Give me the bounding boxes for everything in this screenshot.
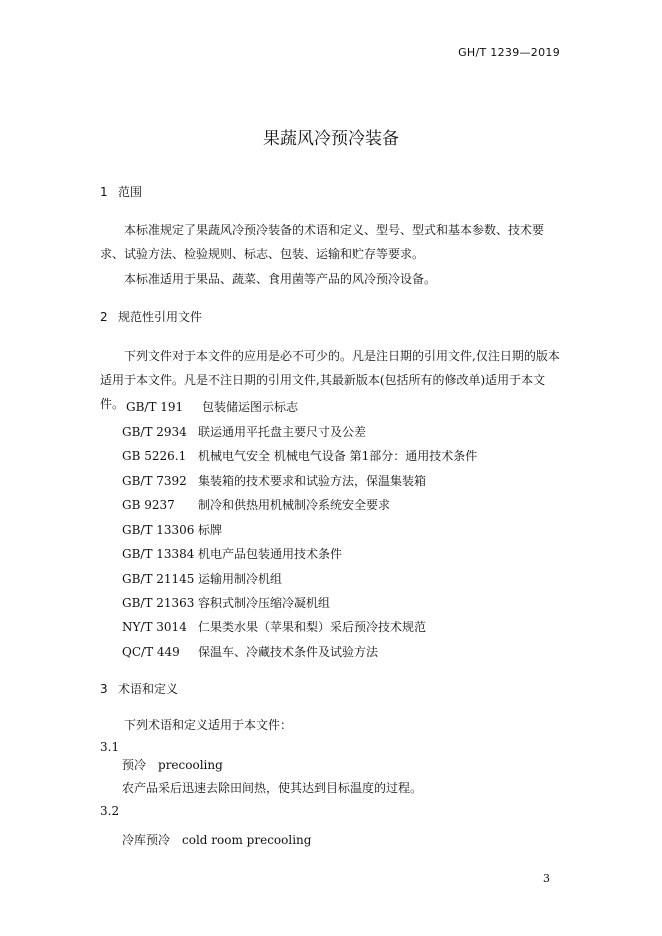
reference-title: 制冷和供热用机械制冷系统安全要求 <box>198 498 391 512</box>
reference-item <box>122 618 426 635</box>
reference-item <box>122 496 390 513</box>
section-number: 3 <box>100 682 108 696</box>
term-entry <box>122 831 311 848</box>
section-1-heading <box>100 183 142 200</box>
reference-item <box>122 570 282 587</box>
reference-code: GB 9237 <box>122 498 175 512</box>
reference-title: 仁果类水果（苹果和梨）采后预冷技术规范 <box>198 620 427 634</box>
reference-item <box>122 545 342 562</box>
normative-intro: 下列文件对于本文件的应用是必不可少的。凡是注日期的引用文件,仅注日期的版本适用于本文件。凡是不注日期的引用文件,其最新版本(包括所有的修改单)适用于本文件。 <box>100 349 560 411</box>
reference-code: GB/T 13306 <box>122 523 195 537</box>
reference-code: NY/T 3014 <box>122 620 187 634</box>
reference-code: QC/T 449 <box>122 645 180 659</box>
reference-code: GB/T 2934 <box>122 425 187 439</box>
page-number: 3 <box>543 872 550 885</box>
section-title: 范围 <box>118 185 143 199</box>
section-title: 规范性引用文件 <box>118 310 203 324</box>
section-number: 1 <box>100 185 108 199</box>
reference-title: 标牌 <box>198 523 223 537</box>
reference-title: 机械电气安全 机械电气设备 第1部分：通用技术条件 <box>198 449 478 463</box>
term-definition: 农产品采后迅速去除田间热，使其达到目标温度的过程。 <box>122 781 423 795</box>
reference-code: GB/T 13384 <box>122 547 195 561</box>
reference-item <box>122 643 378 660</box>
reference-item <box>122 447 477 464</box>
reference-code: GB/T 21145 <box>122 572 195 586</box>
reference-title: 运输用制冷机组 <box>198 572 283 586</box>
reference-title: 机电产品包装通用技术条件 <box>198 547 343 561</box>
standard-code: GH/T 1239—2019 <box>458 46 560 59</box>
section-number: 2 <box>100 310 108 324</box>
reference-title: 容积式制冷压缩冷凝机组 <box>198 596 331 610</box>
reference-item <box>122 594 330 611</box>
term-english: cold room precooling <box>182 833 312 847</box>
terms-intro: 下列术语和定义适用于本文件： <box>124 718 293 732</box>
reference-item <box>122 472 426 489</box>
reference-item <box>122 521 222 538</box>
term-chinese: 冷库预冷 <box>122 833 171 847</box>
reference-title: 包装储运图示标志 <box>202 400 299 414</box>
term-number: 3.1 <box>100 740 120 754</box>
scope-paragraph-2: 本标准适用于果品、蔬菜、食用菌等产品的风冷预冷设备。 <box>124 272 437 286</box>
reference-code: GB/T 191 <box>126 400 184 414</box>
section-2-heading <box>100 308 202 325</box>
reference-item <box>122 423 366 440</box>
reference-code: GB 5226.1 <box>122 449 187 463</box>
term-english: precooling <box>158 758 223 772</box>
reference-title: 保温车、冷藏技术条件及试验方法 <box>198 645 379 659</box>
section-title: 术语和定义 <box>118 682 179 696</box>
reference-code: GB/T 21363 <box>122 596 195 610</box>
term-chinese: 预冷 <box>122 758 147 772</box>
reference-title: 集装箱的技术要求和试验方法，保温集装箱 <box>198 474 427 488</box>
reference-code: GB/T 7392 <box>122 474 187 488</box>
term-number: 3.2 <box>100 804 120 818</box>
reference-title: 联运通用平托盘主要尺寸及公差 <box>198 425 367 439</box>
scope-paragraph-1: 本标准规定了果蔬风冷预冷装备的术语和定义、型号、型式和基本参数、技术要求、试验方法、检验规则、标志、包装、运输和贮存等要求。 <box>100 223 545 261</box>
section-3-heading <box>100 680 178 697</box>
term-entry <box>122 756 223 773</box>
document-title: 果蔬风冷预冷装备 <box>263 129 399 149</box>
reference-item <box>126 398 298 415</box>
